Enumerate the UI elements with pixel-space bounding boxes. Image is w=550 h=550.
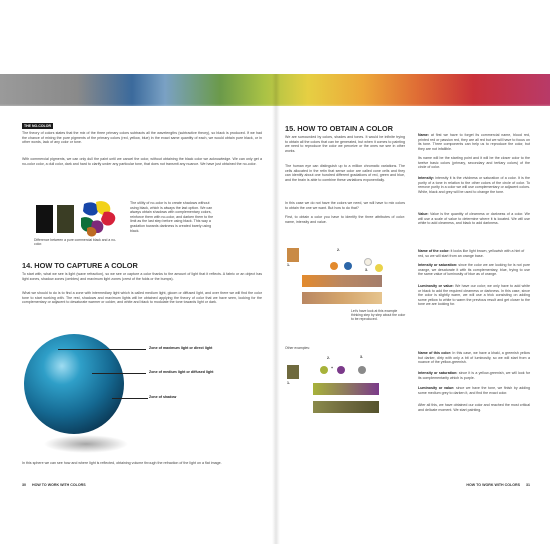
left-footer	[22, 483, 86, 487]
example-name-text: it looks like light brown, yellowish with a hint of red, so we will start from an orange base.	[418, 249, 525, 258]
value-paragraph	[418, 212, 530, 226]
utility-text: The utility of no-color is to create shadows without using black, which is always the last option. We can always obtain shadows with complementary colors, reinforce them with no-color, and darken them to the limit as the last step before using black. This way a gradation towards darkness is created barely using black.	[130, 201, 214, 233]
medium-light-leader	[92, 373, 146, 374]
no-color-tag: THE NO-COLOR	[24, 124, 52, 128]
khaki-luminosity-strip	[313, 401, 379, 413]
obtain-text-3: In this case we do not have the colors we need, we will have to mix colors to obtain the one we want. But how to do that?	[285, 201, 405, 210]
step-3-label-b: 3.	[360, 355, 363, 359]
obtain-text-4: First, to obtain a color you have to identify the three attributes of color: name, intensity and value.	[285, 215, 405, 224]
name-label: Name:	[418, 133, 429, 137]
example2-intensity-text: since it is a yellow-greenish, we will look for its complementarity which is purple.	[418, 371, 531, 380]
intensity-paragraph	[418, 176, 530, 194]
example-intensity-text: since the color we are looking for is not pure orange, we desaturate it with its complementary, blue, trying to use the same value of luminosity of blue as of orange.	[418, 263, 531, 277]
blue-dot	[344, 262, 352, 270]
name-paragraph	[418, 133, 530, 151]
example2-luminosity-text: since we have the tone, we finish by adding some medium grey to darken it, and find the exact color.	[418, 386, 530, 395]
intensity-label: Intensity:	[418, 176, 434, 180]
section-14-title: HOW TO CAPTURE A COLOR	[34, 261, 138, 270]
value-text: Value is the quantity of clearness or darkness of a color. We will use a scale of value to determine where it is located. We will use white to add clearness, and black to add darkness.	[418, 212, 530, 226]
shadow-leader	[112, 398, 148, 399]
example-luminosity-text: We have our color; we only have to add white or black to add the required clearness or darkness. In this case, since the color is slightly warm, we will use a trick consisting on adding some yellow to white to warm the previous result and get closer to the tone we are looking for.	[418, 284, 530, 307]
page-gutter	[272, 74, 280, 544]
name-text: at first we have to forget its commercial name, blood red, printed red or passion red, they are all red but we will have to focus on its tone. Three components can help us to reproduce the color, but they are not infallible.	[418, 133, 530, 151]
section-14-heading	[22, 261, 138, 270]
step-3-label: 3.	[365, 268, 368, 272]
example2-intensity-paragraph	[418, 371, 530, 380]
khaki-target-swatch	[287, 365, 299, 379]
section-15-heading	[285, 124, 393, 133]
obtain-text-2: The human eye can distinguish up to a million chromatic variations. The cells allocated in the retin that sense color are called cone cells and they can identify about one hundred different gradations of red, green and blue, and the brain is able to combine these variations exponentially.	[285, 164, 405, 182]
example-name-label: Name of the color:	[418, 249, 450, 253]
section-14-number: 14.	[22, 261, 33, 270]
luminosity-strip	[302, 292, 382, 304]
paint-blobs-illustration	[78, 198, 120, 238]
black-swatch	[36, 205, 53, 233]
right-footer	[418, 483, 530, 487]
lit-sphere-illustration	[22, 326, 132, 456]
section-15-title: HOW TO OBTAIN A COLOR	[297, 124, 393, 133]
no-color-text-2: With commercial pigments, we can only dull the paint until we cancel the color, without obtaining the black color we acknowledge. We can only get a no-color color, a dull color, dark and hard to clarify under any particular tone, that does not transmit any nuance. We have just obtained the no-color.	[22, 157, 262, 166]
right-running-title: HOW TO WORK WITH COLORS	[466, 483, 520, 487]
purple-dot	[337, 366, 345, 374]
target-color-swatch	[287, 248, 299, 262]
sphere-caption: In this sphere we can see how and where light is reflected, obtaining volume through the refraction of the light on a flat image.	[22, 461, 222, 465]
right-page-number: 31	[526, 483, 530, 487]
example-intensity-label: Intensity or saturation:	[418, 263, 458, 267]
step-1-label: 1.	[287, 263, 290, 267]
example-luminosity-paragraph	[418, 284, 530, 307]
no-color-text-1: The theory of colors states that the mix of the three primary colors subtracts all the wavelengths (subtractive theory), so black is produced. If we had the chance of mixing the pure pigments of the primary colors (red, yellow, blue) in the exact same quantity of each, we would obtain pure black, or in other words, lack of any color or tone.	[22, 131, 262, 145]
no-color-caption: Difference between a pure commercial black and a no-color.	[34, 238, 117, 247]
left-page-number: 30	[22, 483, 26, 487]
white-dot	[364, 258, 372, 266]
section-15-number: 15.	[285, 124, 296, 133]
khaki-desaturation-strip	[313, 383, 379, 395]
step-caption: Let's have look at this example thinking step by step about the color to be reproduced.	[351, 309, 406, 322]
example-intensity-paragraph	[418, 263, 530, 277]
zone-max-light-label: Zone of maximum light or direct light	[149, 346, 213, 350]
max-light-leader	[58, 349, 146, 350]
example-name-paragraph	[418, 249, 530, 258]
example2-luminosity-paragraph	[418, 386, 530, 395]
no-color-swatch	[57, 205, 74, 233]
example2-name-label: Name of this color:	[418, 351, 452, 355]
example2-closing: After all this, we have obtained our color and reached the most critical and delicate moment. We start painting.	[418, 403, 530, 412]
zone-shadow-label: Zone of shadow	[149, 395, 177, 399]
other-examples-label: Other examples:	[285, 346, 310, 350]
grey-dot	[358, 366, 366, 374]
example-luminosity-label: Luminosity or value:	[418, 284, 454, 288]
zone-medium-light-label: Zone of medium light or diffused light	[149, 370, 214, 374]
yellow-green-dot	[320, 366, 328, 374]
yellow-dot	[375, 264, 383, 272]
left-running-title: HOW TO WORK WITH COLORS	[32, 483, 86, 487]
intensity-text: intensity it is the vividness or saturation of a color. It is the purity of a tone in relation to the other colors of the circle of color. To remove purity in a color we will use complementary or adjacent colors. White, black and grey will be used to change the tone.	[418, 176, 531, 194]
example2-name-text: In this case, we have a khaki, a greenish yellow but darker, dirty with only a bit of luminosity, so we will start from a nuance of the yellow-greenish.	[418, 351, 530, 365]
example2-luminosity-label: Luminosity or value:	[418, 386, 455, 390]
orange-dot	[330, 262, 338, 270]
step-1-label-b: 1.	[287, 381, 290, 385]
name-text-2: Its name will be the starting point and it will be the closer color to the twelve basic colors (primary, secondary and tertiary colors) of the circle of color.	[418, 156, 530, 170]
value-label: Value:	[418, 212, 429, 216]
capture-text-1: To start with, what we see is light (wave refraction), so we see or capture a color thanks to the amount of light that it reflects. A fabric or an object has light zones, shadow zones (ombles) and maximum light zones (crest of the folds or the bumps).	[22, 272, 262, 281]
desaturation-strip	[302, 275, 382, 287]
step-2-label: 2.	[337, 248, 340, 252]
capture-text-2: What we should to do is to find a zone with intermediary light which is called medium light, gloom or diffused light, and over there we will find the color tone to start working with. The rest, shadows and maximum lights will be obtained applying the theory of color that we have seen, looking for the complementary or adjacent to desaturate warmer or colder, and white and black to modulate the tone towards light or dark.	[22, 291, 262, 305]
example2-name-paragraph	[418, 351, 530, 365]
plus-sign: +	[331, 366, 334, 370]
example2-intensity-label: Intensity or saturation:	[418, 371, 458, 375]
step-2-label-b: 2.	[327, 356, 330, 360]
obtain-text-1: We are surrounded by colors, shades and tones. It would be infinite trying to obtain all the colors that can be generated, but when it comes to painting we need to reproduce the color we perceive or the ones we see in other works.	[285, 135, 405, 153]
